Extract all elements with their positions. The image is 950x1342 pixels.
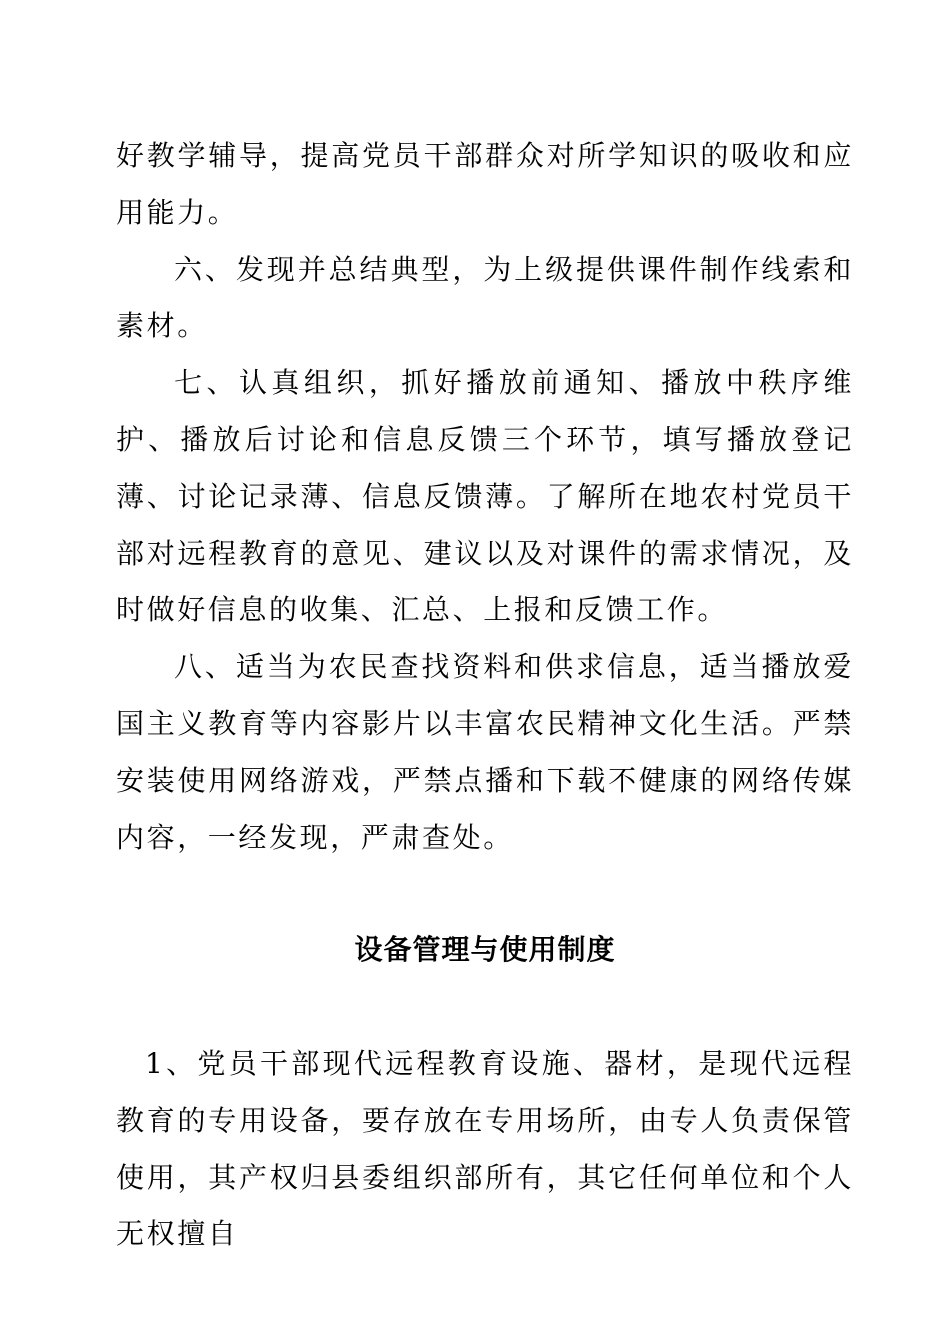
section-title: 设备管理与使用制度 [354, 933, 616, 966]
paragraph-item-8: 八、适当为农民查找资料和供求信息，适当播放爱国主义教育等内容影片以丰富农民精神文化生活。严禁安装使用网络游戏，严禁点播和下载不健康的网络传媒内容，一经发现，严肃查处。 [116, 650, 854, 854]
paragraph-item-7: 七、认真组织，抓好播放前通知、播放中秩序维护、播放后讨论和信息反馈三个环节，填写播放登记薄、讨论记录薄、信息反馈薄。了解所在地农村党员干部对远程教育的意见、建议以及对课件的需求情况，及时做好信息的收集、汇总、上报和反馈工作。 [116, 366, 854, 627]
section-body [116, 1036, 854, 1263]
paragraph-continued: 好教学辅导，提高党员干部群众对所学知识的吸收和应用能力。 [116, 139, 854, 229]
document-body [116, 128, 854, 866]
paragraph-item-6: 六、发现并总结典型，为上级提供课件制作线索和素材。 [116, 252, 854, 343]
paragraph-rule-1: 1、党员干部现代远程教育设施、器材，是现代远程教育的专用设备，要存放在专用场所，由专人负责保管使用，其产权归县委组织部所有，其它任何单位和个人无权擅自 [116, 1047, 854, 1251]
